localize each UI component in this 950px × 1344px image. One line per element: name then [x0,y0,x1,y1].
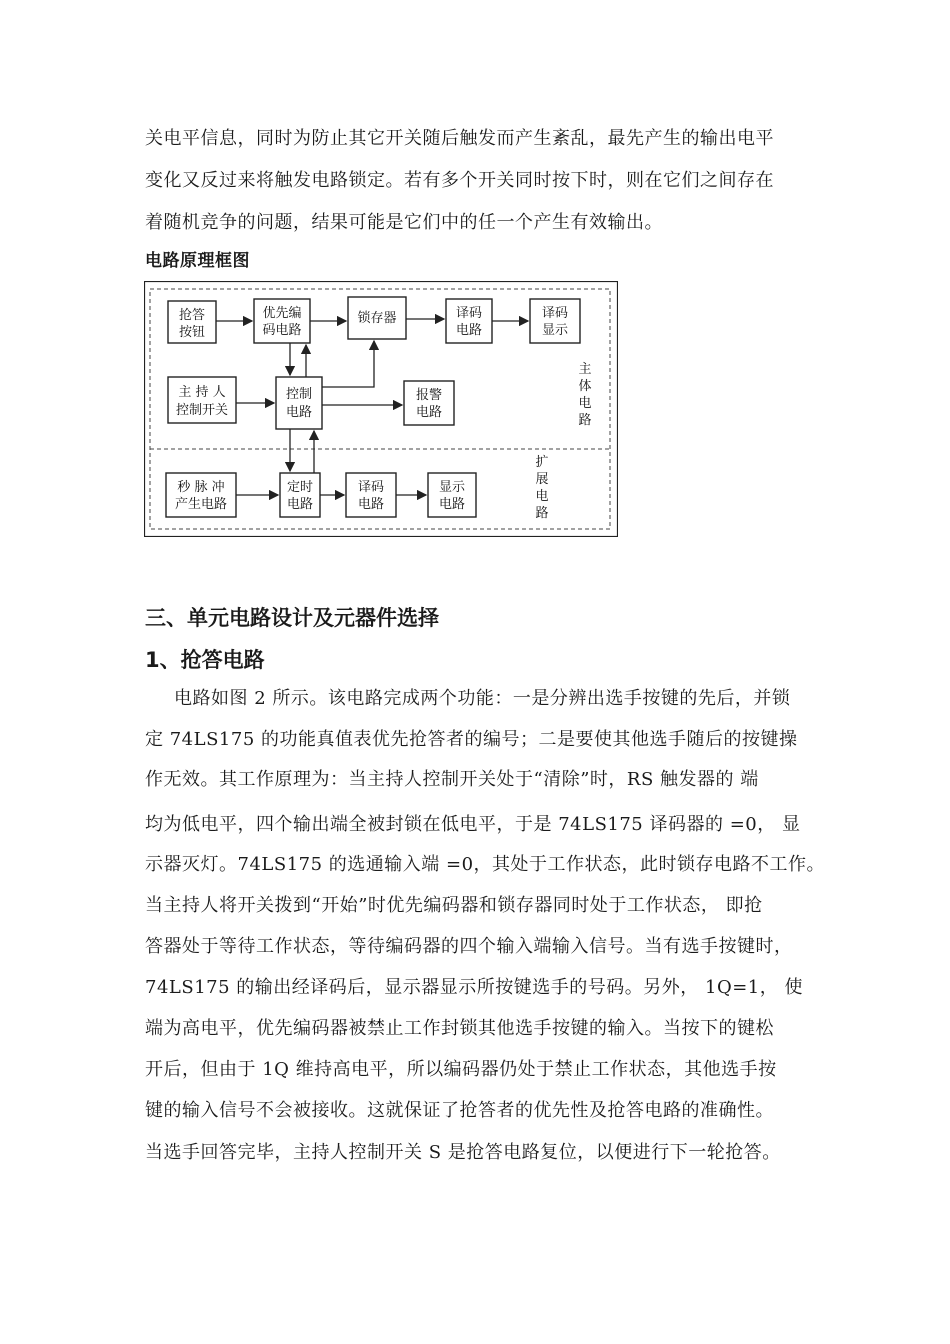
block-qiangda-text-2: 按钮 [178,325,206,340]
label-ext-4: 路 [535,506,549,521]
body-line-9: 端为高电平，优先编码器被禁止工作封锁其他选手按键的输入。当按下的键松 [145,1018,774,1039]
body-line-7: 答器处于等待工作状态，等待编码器的四个输入端输入信号。当有选手按键时， [145,936,793,957]
label-ext-3: 电 [535,489,549,504]
block-display-text-1: 显示 [438,480,466,495]
body-line-1: 电路如图 2 所示。该电路完成两个功能：一是分辨出选手按键的先后，并锁 [174,688,791,709]
label-ext-1: 扩 [535,455,549,470]
block-latch-text: 锁存器 [357,311,397,326]
subsection-1-title: 1、抢答电路 [145,648,265,672]
body-line-11: 键的输入信号不会被接收。这就保证了抢答者的优先性及抢答电路的准确性。 [145,1100,774,1121]
block-encoder-text-1: 优先编 [262,306,302,321]
label-main-2: 体 [578,379,592,394]
block-decoder-1-text-2: 电路 [455,323,483,338]
block-decode-display-text-2: 显示 [541,323,569,338]
block-decoder-2-text-2: 电路 [357,497,385,512]
block-encoder-text-2: 码电路 [262,323,302,338]
intro-line-3: 着随机竞争的问题，结果可能是它们中的任一个产生有效输出。 [145,212,663,233]
body-line-10: 开后，但由于 1Q 维持高电平，所以编码器仍处于禁止工作状态，其他选手按 [145,1059,777,1080]
label-main-4: 路 [578,413,592,428]
block-timer-text-2: 电路 [286,497,314,512]
body-line-8: 74LS175 的输出经译码后，显示器显示所按键选手的号码。另外， 1Q=1， 使 [145,977,803,998]
label-ext-2: 展 [535,472,549,487]
block-timer-text-1: 定时 [286,480,314,495]
block-qiangda-text-1: 抢答 [178,308,206,323]
block-decoder-2-text-1: 译码 [357,480,385,495]
block-pulse-text-1: 秒 脉 冲 [177,480,225,495]
block-decode-display-text-1: 译码 [541,306,569,321]
diagram-caption: 电路原理框图 [145,251,250,271]
block-host-switch-text-1: 主 持 人 [178,385,226,400]
circuit-block-diagram [144,281,618,537]
block-alarm-text-1: 报警 [415,388,443,403]
intro-line-2: 变化又反过来将触发电路锁定。若有多个开关同时按下时，则在它们之间存在 [145,170,774,191]
block-decoder-1-text-1: 译码 [455,306,483,321]
body-line-4: 均为低电平，四个输出端全被封锁在低电平，于是 74LS175 译码器的 =0， 显 [145,814,801,835]
body-line-6: 当主持人将开关拨到“开始”时优先编码器和锁存器同时处于工作状态， 即抢 [145,895,763,916]
body-line-5: 示器灭灯。74LS175 的选通输入端 =0，其处于工作状态，此时锁存电路不工作。 [145,854,826,875]
block-alarm-text-2: 电路 [415,405,443,420]
block-control-text-2: 电路 [285,405,313,420]
block-control-circuit [276,377,322,429]
label-main-1: 主 [578,362,592,377]
block-control-text-1: 控制 [285,387,313,402]
section-3-title: 三、单元电路设计及元器件选择 [145,606,439,630]
body-line-3: 作无效。其工作原理为：当主持人控制开关处于“清除”时，RS 触发器的 端 [145,769,759,790]
body-line-12: 当选手回答完毕，主持人控制开关 S 是抢答电路复位，以便进行下一轮抢答。 [145,1142,781,1163]
intro-line-1: 关电平信息，同时为防止其它开关随后触发而产生紊乱，最先产生的输出电平 [145,128,774,149]
body-line-2: 定 74LS175 的功能真值表优先抢答者的编号；二是要使其他选手随后的按键操 [145,729,798,750]
block-host-switch-text-2: 控制开关 [175,403,229,418]
label-main-3: 电 [578,396,592,411]
block-pulse-text-2: 产生电路 [174,497,228,512]
block-display-text-2: 电路 [438,497,466,512]
